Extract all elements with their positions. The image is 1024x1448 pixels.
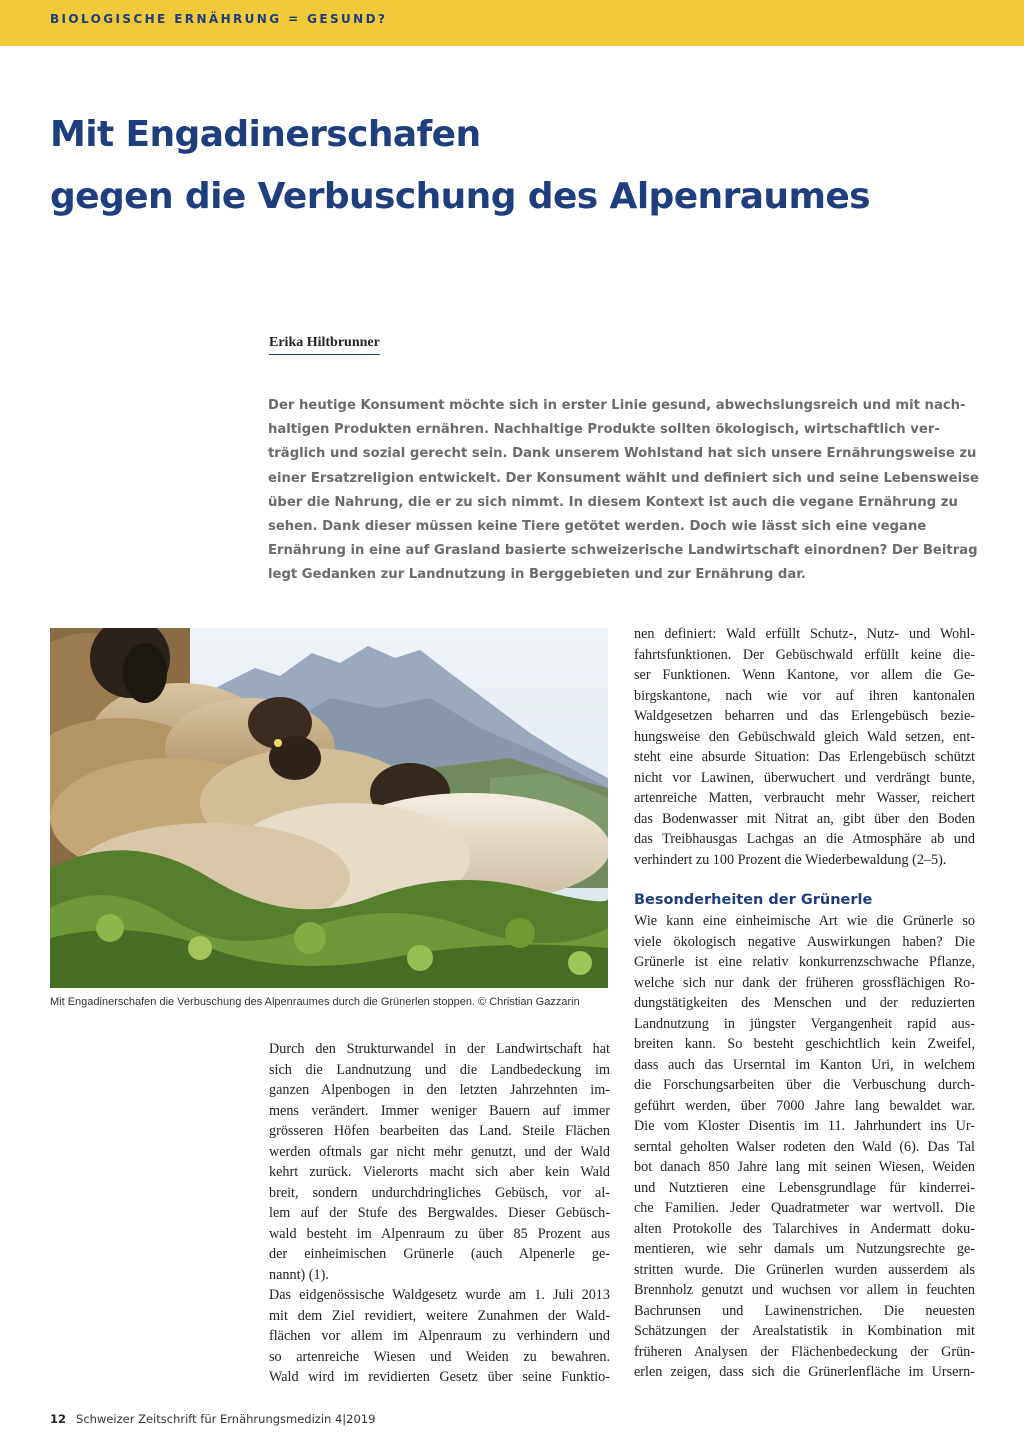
lead-line: haltigen Produkten ernähren. Nachhaltige Produkte sollten ökologisch, wirtschaftlich ver-	[268, 422, 940, 438]
body-line: lem auf der Stufe des Bergwaldes. Dieser Gebüsch-	[269, 1205, 610, 1221]
body-line: dungstätigkeiten des Menschen und der reduzierten	[634, 995, 975, 1011]
body-line: werden oftmals gar nicht mehr genutzt, und der Wald	[269, 1143, 610, 1160]
body-line: Waldgesetzen beharren und das Erlengebüsch bezie-	[634, 708, 975, 724]
page-footer	[50, 1412, 375, 1426]
body-line: erlen zeigen, dass sich die Grünerlenfläche im Ursern-	[634, 1364, 975, 1380]
title-line-2: gegen die Verbuschung des Alpenraumes	[50, 176, 871, 217]
sheep-photo	[50, 628, 608, 988]
section-grunerle	[634, 889, 975, 1383]
page-number: 12	[50, 1412, 67, 1426]
lead-line: sehen. Dank dieser müssen keine Tiere getötet werden. Doch wie lässt sich eine vegane	[268, 519, 927, 535]
body-line: bot danach 850 Jahre lang mit seinen Wiesen, Weiden	[634, 1159, 975, 1175]
lead-line: träglich und sozial gerecht sein. Dank unserem Wohlstand hat sich unsere Ernährungsweise zu	[268, 446, 977, 462]
body-line: geführt werden, über 7000 Jahre lang bewaldet war.	[634, 1097, 975, 1114]
body-line: so artenreiche Wiesen und Weiden zu bewahren.	[269, 1348, 610, 1365]
body-line: ganzen Alpenbogen in den letzten Jahrzehnten im-	[269, 1082, 610, 1098]
body-paragraph	[269, 1285, 610, 1388]
body-line: flächen vor allem im Alpenraum zu verhindern und	[269, 1328, 610, 1344]
section-label: BIOLOGISCHE ERNÄHRUNG = GESUND?	[50, 12, 388, 26]
article-title	[50, 104, 990, 228]
body-paragraph	[634, 624, 975, 870]
body-line: Wie kann eine einheimische Art wie die Grünerle so	[634, 913, 975, 929]
lead-line: über die Nahrung, die er zu sich nimmt. In diesem Kontext ist auch die vegane Ernährung zu	[268, 494, 958, 510]
body-line: Schätzungen der Arealstatistik in Kombination mit	[634, 1323, 975, 1339]
body-line: nen definiert: Wald erfüllt Schutz-, Nutz- und Wohl-	[634, 626, 975, 642]
body-line: che Familien. Jeder Quadratmeter war wertvoll. Die	[634, 1200, 975, 1216]
body-line: nannt) (1).	[269, 1266, 329, 1283]
author-name: Erika Hiltbrunner	[269, 335, 380, 355]
body-line: kehrt zurück. Vielerorts macht sich aber kein Wald	[269, 1164, 610, 1180]
body-line: der einheimischen Grünerle (auch Alpenerle ge-	[269, 1246, 610, 1262]
figure-caption: Mit Engadinerschafen die Verbuschung des Alpenraumes durch die Grünerlen stoppen. © Christian Gazzarin	[50, 996, 580, 1008]
body-line: birgskantone, nach wie vor auf ihren kantonalen	[634, 687, 975, 704]
body-line: breiten kann. So besteht geschichtlich kein Zweifel,	[634, 1036, 975, 1052]
body-line: breit, sondern undurchdringliches Gebüsch, vor al-	[269, 1184, 610, 1201]
body-line: steht eine absurde Situation: Das Erlengebüsch schützt	[634, 749, 975, 765]
body-line: serntal geholten Walser rodeten den Wald (6). Das Tal	[634, 1138, 975, 1155]
body-line: artenreiche Matten, verbraucht mehr Wasser, reichert	[634, 790, 975, 806]
body-line: Das eidgenössische Waldgesetz wurde am 1. Juli 2013	[269, 1287, 610, 1303]
lead-line: einer Ersatzreligion entwickelt. Der Konsument wählt und definiert sich und seine Lebensweise	[268, 470, 979, 486]
body-line: Grünerle ist eine relativ konkurrenzschwache Pflanze,	[634, 954, 975, 970]
section-header-bar	[0, 0, 1024, 46]
body-paragraph	[634, 911, 975, 1383]
body-line: ser Funktionen. Wenn Kantone, vor allem die Ge-	[634, 667, 975, 683]
body-line: Bachrunsen und Lawinenstrichen. Die neuesten	[634, 1302, 975, 1319]
body-line: Wald wird im revidierten Gesetz über seine Funktio-	[269, 1369, 610, 1385]
body-line: mens verändert. Immer weniger Bauern auf immer	[269, 1102, 610, 1119]
body-paragraph	[269, 1039, 610, 1285]
lead-line: Der heutige Konsument möchte sich in erster Linie gesund, abwechslungsreich und mit nach-	[268, 398, 966, 413]
section-subheading: Besonderheiten der Grünerle	[634, 892, 873, 908]
lead-line: legt Gedanken zur Landnutzung in Berggebieten und zur Ernährung dar.	[268, 567, 806, 583]
body-line: das Treibhausgas Lachgas an die Atmosphäre ab und	[634, 831, 975, 847]
body-column-right	[634, 624, 975, 870]
body-line: und Nutztieren eine Lebensgrundlage für kinderrei-	[634, 1179, 975, 1196]
body-line: Die vom Kloster Disentis im 11. Jahrhundert ins Ur-	[634, 1118, 975, 1134]
body-line: welche sich nur dank der früheren grossflächigen Ro-	[634, 974, 975, 991]
body-line: Landnutzung in jüngster Vergangenheit rapid aus-	[634, 1015, 975, 1032]
body-line: verhindert zu 100 Prozent die Wiederbewaldung (2–5).	[634, 851, 947, 868]
body-line: mit dem Ziel revidiert, weitere Zunahmen der Wald-	[269, 1307, 610, 1324]
lead-paragraph	[268, 394, 980, 588]
title-line-1: Mit Engadinerschafen	[50, 114, 481, 155]
body-line: das Bodenwasser mit Nitrat an, gibt über den Boden	[634, 810, 975, 827]
body-line: mentieren, wie sehr damals um Nutzungsrechte ge-	[634, 1241, 975, 1257]
body-line: hungsweise den Gebüschwald gleich Wald setzen, ent-	[634, 728, 975, 745]
body-line: Durch den Strukturwandel in der Landwirtschaft hat	[269, 1041, 610, 1057]
body-column-left	[269, 1039, 610, 1388]
body-line: Brennholz genutzt und wuchsen vor allem in feuchten	[634, 1282, 975, 1298]
body-line: grösseren Höfen bearbeiten das Land. Steile Flächen	[269, 1123, 610, 1139]
body-line: alten Protokolle des Talarchives in Andermatt doku-	[634, 1220, 975, 1237]
body-line: sich die Landnutzung und die Landbedeckung im	[269, 1061, 610, 1078]
body-line: viele ökologisch negative Auswirkungen haben? Die	[634, 933, 975, 950]
body-line: dass auch das Urserntal im Kanton Uri, in welchem	[634, 1056, 975, 1073]
journal-name: Schweizer Zeitschrift für Ernährungsmedizin 4|2019	[76, 1412, 376, 1426]
body-line: die Forschungsarbeiten über die Verbuschung durch-	[634, 1077, 975, 1093]
body-line: wald besteht im Alpenraum zu über 85 Prozent aus	[269, 1225, 610, 1242]
body-line: nicht vor Lawinen, überwuchert und verdrängt bunte,	[634, 769, 975, 786]
body-line: stritten wurde. Die Grünerlen wurden ausserdem als	[634, 1261, 975, 1278]
body-line: fahrtsfunktionen. Der Gebüschwald erfüllt keine die-	[634, 646, 975, 663]
body-line: früheren Analysen der Flächenbedeckung der Grün-	[634, 1343, 975, 1360]
lead-line: Ernährung in eine auf Grasland basierte schweizerische Landwirtschaft einordnen? Der Beitrag	[268, 543, 978, 559]
